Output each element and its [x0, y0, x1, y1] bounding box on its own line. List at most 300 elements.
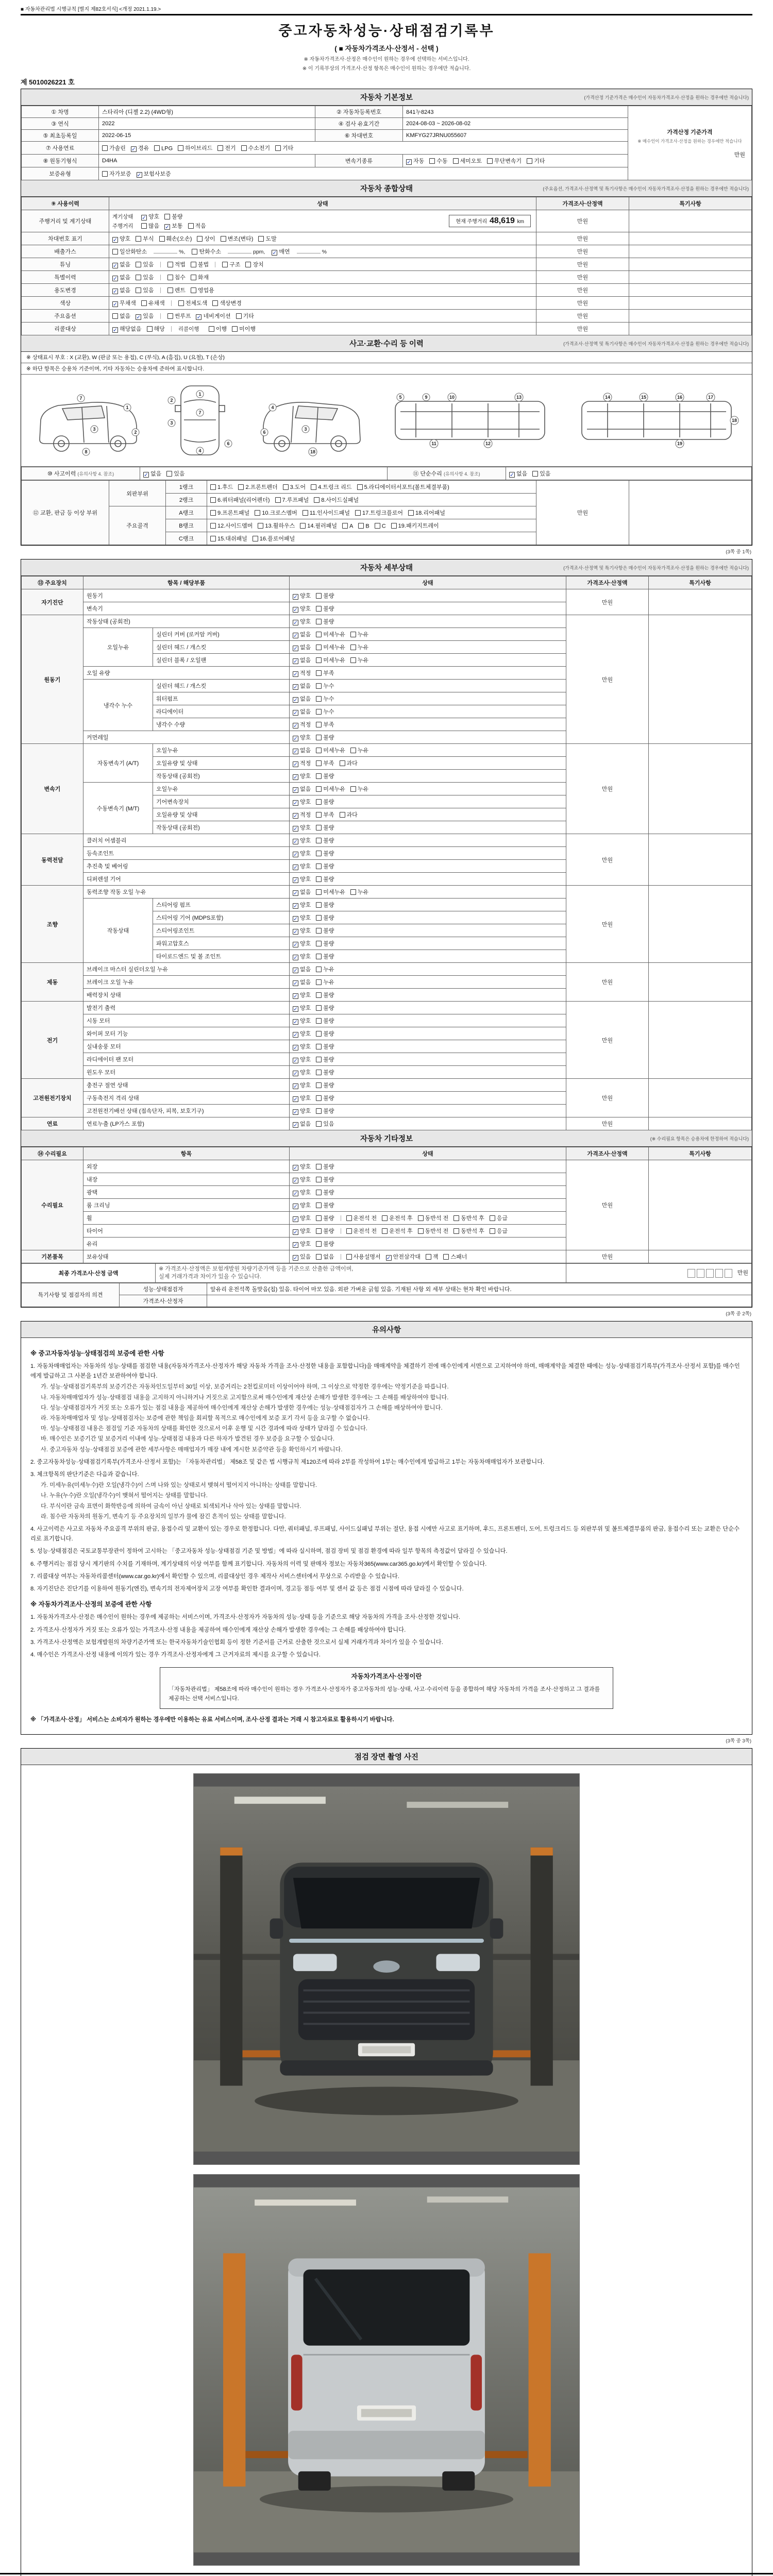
checkbox-option[interactable] — [375, 523, 386, 530]
checkbox-option[interactable] — [293, 785, 311, 793]
checkbox-option[interactable] — [316, 1081, 334, 1089]
checkbox[interactable] — [232, 326, 238, 332]
checkbox[interactable] — [209, 326, 214, 332]
checkbox[interactable] — [316, 825, 322, 831]
checkbox[interactable]: ✓ — [293, 1229, 298, 1235]
checkbox-option[interactable] — [316, 656, 345, 664]
checkbox[interactable] — [316, 1228, 322, 1234]
checkbox-option[interactable] — [316, 862, 334, 870]
checkbox[interactable] — [408, 510, 414, 516]
checkbox-option[interactable] — [293, 669, 311, 677]
checkbox[interactable] — [316, 593, 322, 599]
checkbox-option[interactable] — [316, 810, 334, 819]
checkbox[interactable] — [112, 249, 118, 255]
checkbox[interactable]: ✓ — [293, 980, 298, 987]
checkbox[interactable] — [167, 275, 173, 280]
checkbox[interactable]: ✓ — [293, 1164, 298, 1171]
checkbox-option[interactable] — [209, 325, 227, 333]
checkbox-option[interactable] — [293, 810, 311, 819]
checkbox-option[interactable] — [443, 1252, 467, 1261]
checkbox-option[interactable] — [178, 144, 212, 152]
checkbox[interactable] — [191, 262, 196, 267]
checkbox-option[interactable] — [453, 1227, 484, 1235]
checkbox[interactable]: ✓ — [293, 632, 298, 639]
checkbox[interactable] — [210, 536, 216, 541]
checkbox[interactable] — [316, 709, 322, 715]
checkbox[interactable] — [316, 1190, 322, 1195]
checkbox-option[interactable] — [197, 234, 215, 243]
checkbox-option[interactable] — [316, 720, 334, 728]
checkbox-option[interactable] — [131, 144, 149, 152]
checkbox-option[interactable] — [316, 785, 345, 793]
checkbox-option[interactable] — [293, 1016, 311, 1025]
checkbox[interactable]: ✓ — [293, 709, 298, 716]
checkbox-option[interactable] — [316, 630, 345, 638]
checkbox[interactable]: ✓ — [293, 825, 298, 832]
checkbox-option[interactable] — [141, 299, 165, 307]
checkbox-option[interactable] — [316, 888, 345, 896]
checkbox[interactable]: ✓ — [144, 471, 148, 478]
checkbox[interactable] — [355, 510, 361, 516]
checkbox-option[interactable] — [316, 1094, 334, 1102]
checkbox-option[interactable] — [141, 212, 159, 221]
checkbox-option[interactable] — [293, 991, 311, 999]
checkbox[interactable] — [255, 510, 260, 516]
checkbox-option[interactable] — [293, 1004, 311, 1012]
checkbox-option[interactable] — [293, 798, 311, 806]
checkbox[interactable] — [490, 1215, 495, 1221]
checkbox[interactable] — [357, 484, 363, 490]
checkbox[interactable] — [350, 889, 356, 895]
checkbox[interactable]: ✓ — [293, 761, 298, 768]
checkbox[interactable] — [316, 1177, 322, 1182]
checkbox-option[interactable] — [293, 604, 311, 613]
checkbox[interactable]: ✓ — [293, 851, 298, 858]
checkbox[interactable]: ✓ — [293, 1190, 298, 1197]
checkbox[interactable] — [316, 1121, 322, 1127]
checkbox[interactable] — [426, 1254, 431, 1260]
checkbox-option[interactable] — [159, 234, 192, 243]
checkbox-option[interactable] — [293, 849, 311, 857]
checkbox-option[interactable] — [293, 978, 311, 986]
checkbox[interactable] — [316, 1202, 322, 1208]
checkbox-option[interactable] — [293, 1068, 311, 1076]
checkbox[interactable] — [136, 262, 141, 267]
checkbox[interactable]: ✓ — [131, 146, 136, 152]
checkbox-option[interactable] — [355, 509, 403, 517]
checkbox-option[interactable] — [136, 260, 154, 268]
checkbox[interactable] — [316, 748, 322, 753]
checkbox[interactable] — [188, 223, 194, 229]
checkbox-option[interactable] — [136, 234, 154, 243]
checkbox[interactable] — [316, 941, 322, 946]
checkbox[interactable] — [382, 1228, 388, 1234]
checkbox[interactable] — [164, 214, 170, 219]
checkbox-option[interactable] — [255, 509, 297, 517]
checkbox[interactable] — [350, 748, 356, 753]
checkbox[interactable]: ✓ — [293, 619, 298, 626]
checkbox-option[interactable] — [212, 299, 242, 307]
checkbox[interactable]: ✓ — [293, 722, 298, 729]
checkbox-option[interactable] — [357, 483, 449, 491]
checkbox[interactable] — [350, 632, 356, 637]
checkbox-option[interactable] — [293, 1107, 311, 1115]
checkbox-option[interactable] — [293, 1055, 311, 1063]
checkbox-option[interactable] — [316, 836, 334, 844]
checkbox[interactable] — [316, 992, 322, 998]
checkbox-option[interactable] — [112, 247, 147, 256]
checkbox[interactable]: ✓ — [165, 224, 170, 230]
checkbox[interactable] — [316, 606, 322, 612]
checkbox-option[interactable] — [316, 978, 334, 986]
checkbox[interactable] — [391, 523, 397, 529]
checkbox[interactable] — [167, 313, 173, 319]
checkbox-option[interactable] — [112, 286, 130, 294]
checkbox[interactable] — [350, 645, 356, 650]
checkbox[interactable] — [340, 760, 345, 766]
checkbox[interactable] — [346, 1228, 352, 1234]
checkbox-option[interactable] — [316, 926, 334, 935]
checkbox[interactable] — [238, 484, 244, 490]
checkbox[interactable]: ✓ — [293, 697, 298, 703]
checkbox-option[interactable] — [316, 1004, 334, 1012]
checkbox-option[interactable] — [167, 273, 186, 281]
checkbox-option[interactable] — [293, 1214, 311, 1222]
checkbox[interactable]: ✓ — [293, 658, 298, 665]
checkbox[interactable] — [358, 523, 364, 529]
checkbox-option[interactable] — [316, 952, 334, 960]
checkbox[interactable] — [136, 236, 141, 242]
checkbox-option[interactable] — [112, 299, 136, 307]
checkbox[interactable] — [212, 300, 218, 306]
checkbox-option[interactable] — [141, 222, 159, 230]
checkbox[interactable]: ✓ — [293, 890, 298, 896]
checkbox-option[interactable] — [272, 247, 290, 256]
checkbox[interactable] — [283, 484, 289, 490]
checkbox[interactable]: ✓ — [293, 993, 298, 999]
checkbox-option[interactable] — [316, 1227, 334, 1235]
checkbox[interactable]: ✓ — [196, 314, 201, 320]
checkbox[interactable] — [316, 670, 322, 676]
checkbox-option[interactable] — [112, 273, 130, 281]
checkbox-option[interactable] — [303, 509, 350, 517]
checkbox[interactable] — [191, 275, 196, 280]
checkbox-option[interactable] — [316, 746, 345, 754]
checkbox[interactable] — [159, 236, 165, 242]
checkbox-option[interactable] — [316, 1240, 334, 1248]
checkbox-option[interactable] — [293, 707, 311, 716]
checkbox[interactable]: ✓ — [293, 1096, 298, 1103]
checkbox[interactable] — [316, 838, 322, 843]
checkbox[interactable]: ✓ — [293, 748, 298, 755]
checkbox-option[interactable] — [382, 1214, 413, 1222]
checkbox[interactable] — [136, 287, 141, 293]
checkbox[interactable] — [221, 236, 226, 242]
checkbox-option[interactable] — [293, 617, 311, 625]
checkbox-option[interactable] — [293, 1227, 311, 1235]
checkbox[interactable] — [316, 657, 322, 663]
checkbox-option[interactable] — [358, 523, 369, 530]
checkbox-option[interactable] — [275, 144, 293, 152]
checkbox-option[interactable] — [143, 469, 161, 478]
checkbox[interactable]: ✓ — [293, 864, 298, 871]
checkbox[interactable] — [141, 300, 147, 306]
checkbox[interactable]: ✓ — [293, 903, 298, 909]
checkbox-option[interactable] — [154, 145, 173, 152]
checkbox[interactable] — [350, 786, 356, 792]
checkbox-option[interactable] — [283, 483, 306, 491]
checkbox[interactable] — [316, 1254, 322, 1260]
checkbox[interactable] — [316, 1241, 322, 1247]
checkbox-option[interactable] — [316, 875, 334, 883]
checkbox-option[interactable] — [316, 1188, 334, 1196]
checkbox-option[interactable] — [293, 1162, 311, 1171]
checkbox[interactable]: ✓ — [293, 1255, 298, 1261]
checkbox-option[interactable] — [112, 260, 130, 268]
checkbox-option[interactable] — [293, 1094, 311, 1102]
checkbox[interactable] — [275, 145, 281, 151]
checkbox-option[interactable] — [191, 273, 209, 281]
checkbox[interactable]: ✓ — [113, 236, 117, 243]
checkbox-option[interactable] — [167, 312, 191, 320]
checkbox-option[interactable] — [102, 170, 131, 178]
checkbox[interactable] — [316, 1018, 322, 1024]
checkbox[interactable] — [300, 523, 306, 529]
checkbox[interactable] — [316, 1005, 322, 1011]
checkbox-option[interactable] — [490, 1227, 508, 1235]
checkbox-option[interactable] — [316, 1162, 334, 1171]
checkbox[interactable] — [316, 851, 322, 856]
checkbox[interactable] — [275, 497, 281, 503]
checkbox-option[interactable] — [316, 1120, 334, 1128]
checkbox-option[interactable] — [391, 521, 439, 530]
checkbox-option[interactable] — [408, 509, 445, 517]
checkbox[interactable] — [136, 275, 141, 280]
checkbox-option[interactable] — [191, 286, 214, 294]
checkbox[interactable] — [236, 313, 242, 319]
checkbox-option[interactable] — [346, 1252, 381, 1261]
checkbox-option[interactable] — [210, 496, 270, 504]
checkbox[interactable]: ✓ — [293, 941, 298, 948]
checkbox-option[interactable] — [192, 247, 221, 256]
checkbox[interactable]: ✓ — [142, 214, 146, 221]
checkbox[interactable]: ✓ — [293, 916, 298, 922]
checkbox-option[interactable] — [293, 1120, 311, 1128]
checkbox[interactable] — [316, 619, 322, 624]
checkbox[interactable] — [316, 1108, 322, 1114]
checkbox-option[interactable] — [136, 312, 154, 320]
checkbox[interactable]: ✓ — [137, 172, 142, 178]
checkbox[interactable] — [382, 1215, 388, 1221]
checkbox-option[interactable] — [112, 312, 130, 320]
checkbox-option[interactable] — [293, 823, 311, 832]
checkbox[interactable]: ✓ — [293, 684, 298, 690]
checkbox-option[interactable] — [316, 772, 334, 780]
checkbox[interactable]: ✓ — [293, 1177, 298, 1184]
checkbox-option[interactable] — [293, 733, 311, 741]
checkbox-option[interactable] — [316, 798, 334, 806]
checkbox[interactable]: ✓ — [293, 1057, 298, 1064]
checkbox-option[interactable] — [293, 1081, 311, 1089]
checkbox-option[interactable] — [293, 643, 311, 651]
checkbox-option[interactable] — [136, 286, 154, 294]
checkbox[interactable]: ✓ — [407, 159, 411, 165]
checkbox-option[interactable] — [164, 222, 182, 230]
checkbox[interactable] — [197, 236, 203, 242]
checkbox[interactable]: ✓ — [293, 1083, 298, 1090]
checkbox-option[interactable] — [346, 1227, 377, 1235]
checkbox-option[interactable] — [532, 469, 550, 478]
checkbox[interactable] — [316, 1095, 322, 1101]
checkbox-option[interactable] — [316, 617, 334, 625]
checkbox[interactable] — [350, 657, 356, 663]
checkbox-option[interactable] — [386, 1252, 421, 1261]
checkbox-option[interactable] — [316, 939, 334, 947]
checkbox-option[interactable] — [426, 1252, 439, 1261]
checkbox[interactable]: ✓ — [510, 471, 514, 478]
checkbox-option[interactable] — [316, 669, 334, 677]
checkbox[interactable] — [314, 497, 320, 503]
checkbox-option[interactable] — [316, 643, 345, 651]
checkbox[interactable] — [147, 326, 153, 332]
checkbox-option[interactable] — [293, 952, 311, 960]
checkbox[interactable] — [316, 1164, 322, 1170]
checkbox[interactable] — [178, 145, 183, 151]
checkbox-option[interactable] — [293, 682, 311, 690]
checkbox[interactable]: ✓ — [113, 262, 117, 269]
checkbox[interactable] — [316, 683, 322, 689]
checkbox-option[interactable] — [136, 273, 154, 281]
checkbox-option[interactable] — [293, 862, 311, 870]
checkbox[interactable]: ✓ — [113, 301, 117, 308]
checkbox-option[interactable] — [316, 1029, 334, 1038]
checkbox[interactable]: ✓ — [293, 1216, 298, 1223]
checkbox-option[interactable] — [316, 1252, 334, 1261]
checkbox[interactable] — [192, 249, 197, 255]
checkbox[interactable] — [311, 484, 316, 490]
checkbox[interactable]: ✓ — [293, 594, 298, 600]
checkbox-option[interactable] — [293, 759, 311, 767]
checkbox[interactable] — [316, 1031, 322, 1037]
checkbox[interactable] — [316, 735, 322, 740]
checkbox[interactable]: ✓ — [293, 735, 298, 742]
checkbox[interactable] — [316, 954, 322, 959]
checkbox-option[interactable] — [453, 1214, 484, 1222]
checkbox-option[interactable] — [316, 1107, 334, 1115]
checkbox-option[interactable] — [293, 965, 311, 973]
checkbox-option[interactable] — [232, 325, 256, 333]
checkbox-option[interactable] — [346, 1214, 377, 1222]
checkbox[interactable] — [453, 1228, 459, 1234]
checkbox[interactable] — [222, 262, 228, 267]
checkbox-option[interactable] — [490, 1214, 508, 1222]
checkbox-option[interactable] — [293, 888, 311, 896]
checkbox[interactable]: ✓ — [293, 787, 298, 793]
checkbox-option[interactable] — [293, 1240, 311, 1248]
checkbox[interactable] — [487, 158, 493, 164]
checkbox[interactable] — [316, 902, 322, 908]
checkbox-option[interactable] — [258, 521, 295, 530]
checkbox-option[interactable] — [316, 1016, 334, 1025]
checkbox[interactable] — [490, 1228, 495, 1234]
checkbox-option[interactable] — [316, 991, 334, 999]
checkbox-option[interactable] — [293, 836, 311, 844]
checkbox[interactable]: ✓ — [293, 1006, 298, 1012]
checkbox[interactable] — [316, 863, 322, 869]
checkbox-option[interactable] — [293, 720, 311, 728]
checkbox[interactable] — [418, 1215, 424, 1221]
checkbox-option[interactable] — [238, 483, 277, 491]
checkbox[interactable] — [217, 145, 223, 151]
checkbox-option[interactable] — [350, 785, 368, 793]
checkbox-option[interactable] — [293, 1252, 311, 1261]
checkbox[interactable] — [340, 812, 345, 818]
checkbox[interactable] — [316, 645, 322, 650]
checkbox-option[interactable] — [316, 1201, 334, 1209]
checkbox-option[interactable] — [350, 888, 368, 896]
checkbox-option[interactable] — [340, 759, 358, 767]
checkbox-option[interactable] — [167, 286, 186, 294]
checkbox[interactable] — [316, 773, 322, 779]
checkbox[interactable] — [316, 889, 322, 895]
checkbox-option[interactable] — [293, 1029, 311, 1038]
checkbox-option[interactable] — [350, 746, 368, 754]
checkbox[interactable] — [316, 1215, 322, 1221]
checkbox-option[interactable] — [293, 591, 311, 600]
checkbox-option[interactable] — [293, 656, 311, 664]
checkbox[interactable] — [316, 876, 322, 882]
checkbox[interactable] — [210, 510, 216, 516]
checkbox[interactable] — [112, 313, 118, 319]
checkbox-option[interactable] — [253, 534, 295, 543]
checkbox[interactable]: ✓ — [113, 288, 117, 295]
checkbox-option[interactable] — [102, 144, 126, 152]
checkbox[interactable]: ✓ — [293, 1203, 298, 1210]
checkbox[interactable] — [527, 158, 532, 164]
checkbox[interactable] — [303, 510, 308, 516]
checkbox-option[interactable] — [236, 312, 254, 320]
checkbox[interactable] — [375, 523, 380, 529]
checkbox[interactable] — [316, 915, 322, 921]
checkbox-option[interactable] — [429, 157, 447, 165]
checkbox-option[interactable] — [258, 234, 276, 243]
checkbox[interactable]: ✓ — [293, 1109, 298, 1115]
checkbox[interactable]: ✓ — [293, 645, 298, 652]
checkbox[interactable]: ✓ — [293, 877, 298, 884]
checkbox-option[interactable] — [316, 694, 334, 703]
checkbox[interactable] — [258, 236, 264, 242]
checkbox-option[interactable] — [293, 746, 311, 754]
checkbox-option[interactable] — [293, 694, 311, 703]
checkbox-option[interactable] — [210, 483, 233, 491]
checkbox[interactable] — [316, 760, 322, 766]
checkbox[interactable] — [443, 1254, 449, 1260]
checkbox-option[interactable] — [137, 170, 171, 178]
checkbox-option[interactable] — [196, 312, 230, 320]
checkbox-option[interactable] — [210, 509, 249, 517]
checkbox[interactable] — [316, 632, 322, 637]
checkbox[interactable] — [167, 287, 173, 293]
checkbox[interactable] — [102, 171, 108, 177]
checkbox[interactable]: ✓ — [293, 1242, 298, 1248]
checkbox-option[interactable] — [210, 534, 247, 543]
checkbox[interactable] — [346, 1215, 352, 1221]
checkbox-option[interactable] — [293, 1188, 311, 1196]
checkbox[interactable] — [316, 786, 322, 792]
checkbox[interactable] — [316, 979, 322, 985]
checkbox[interactable] — [102, 145, 108, 151]
checkbox[interactable]: ✓ — [272, 249, 277, 256]
